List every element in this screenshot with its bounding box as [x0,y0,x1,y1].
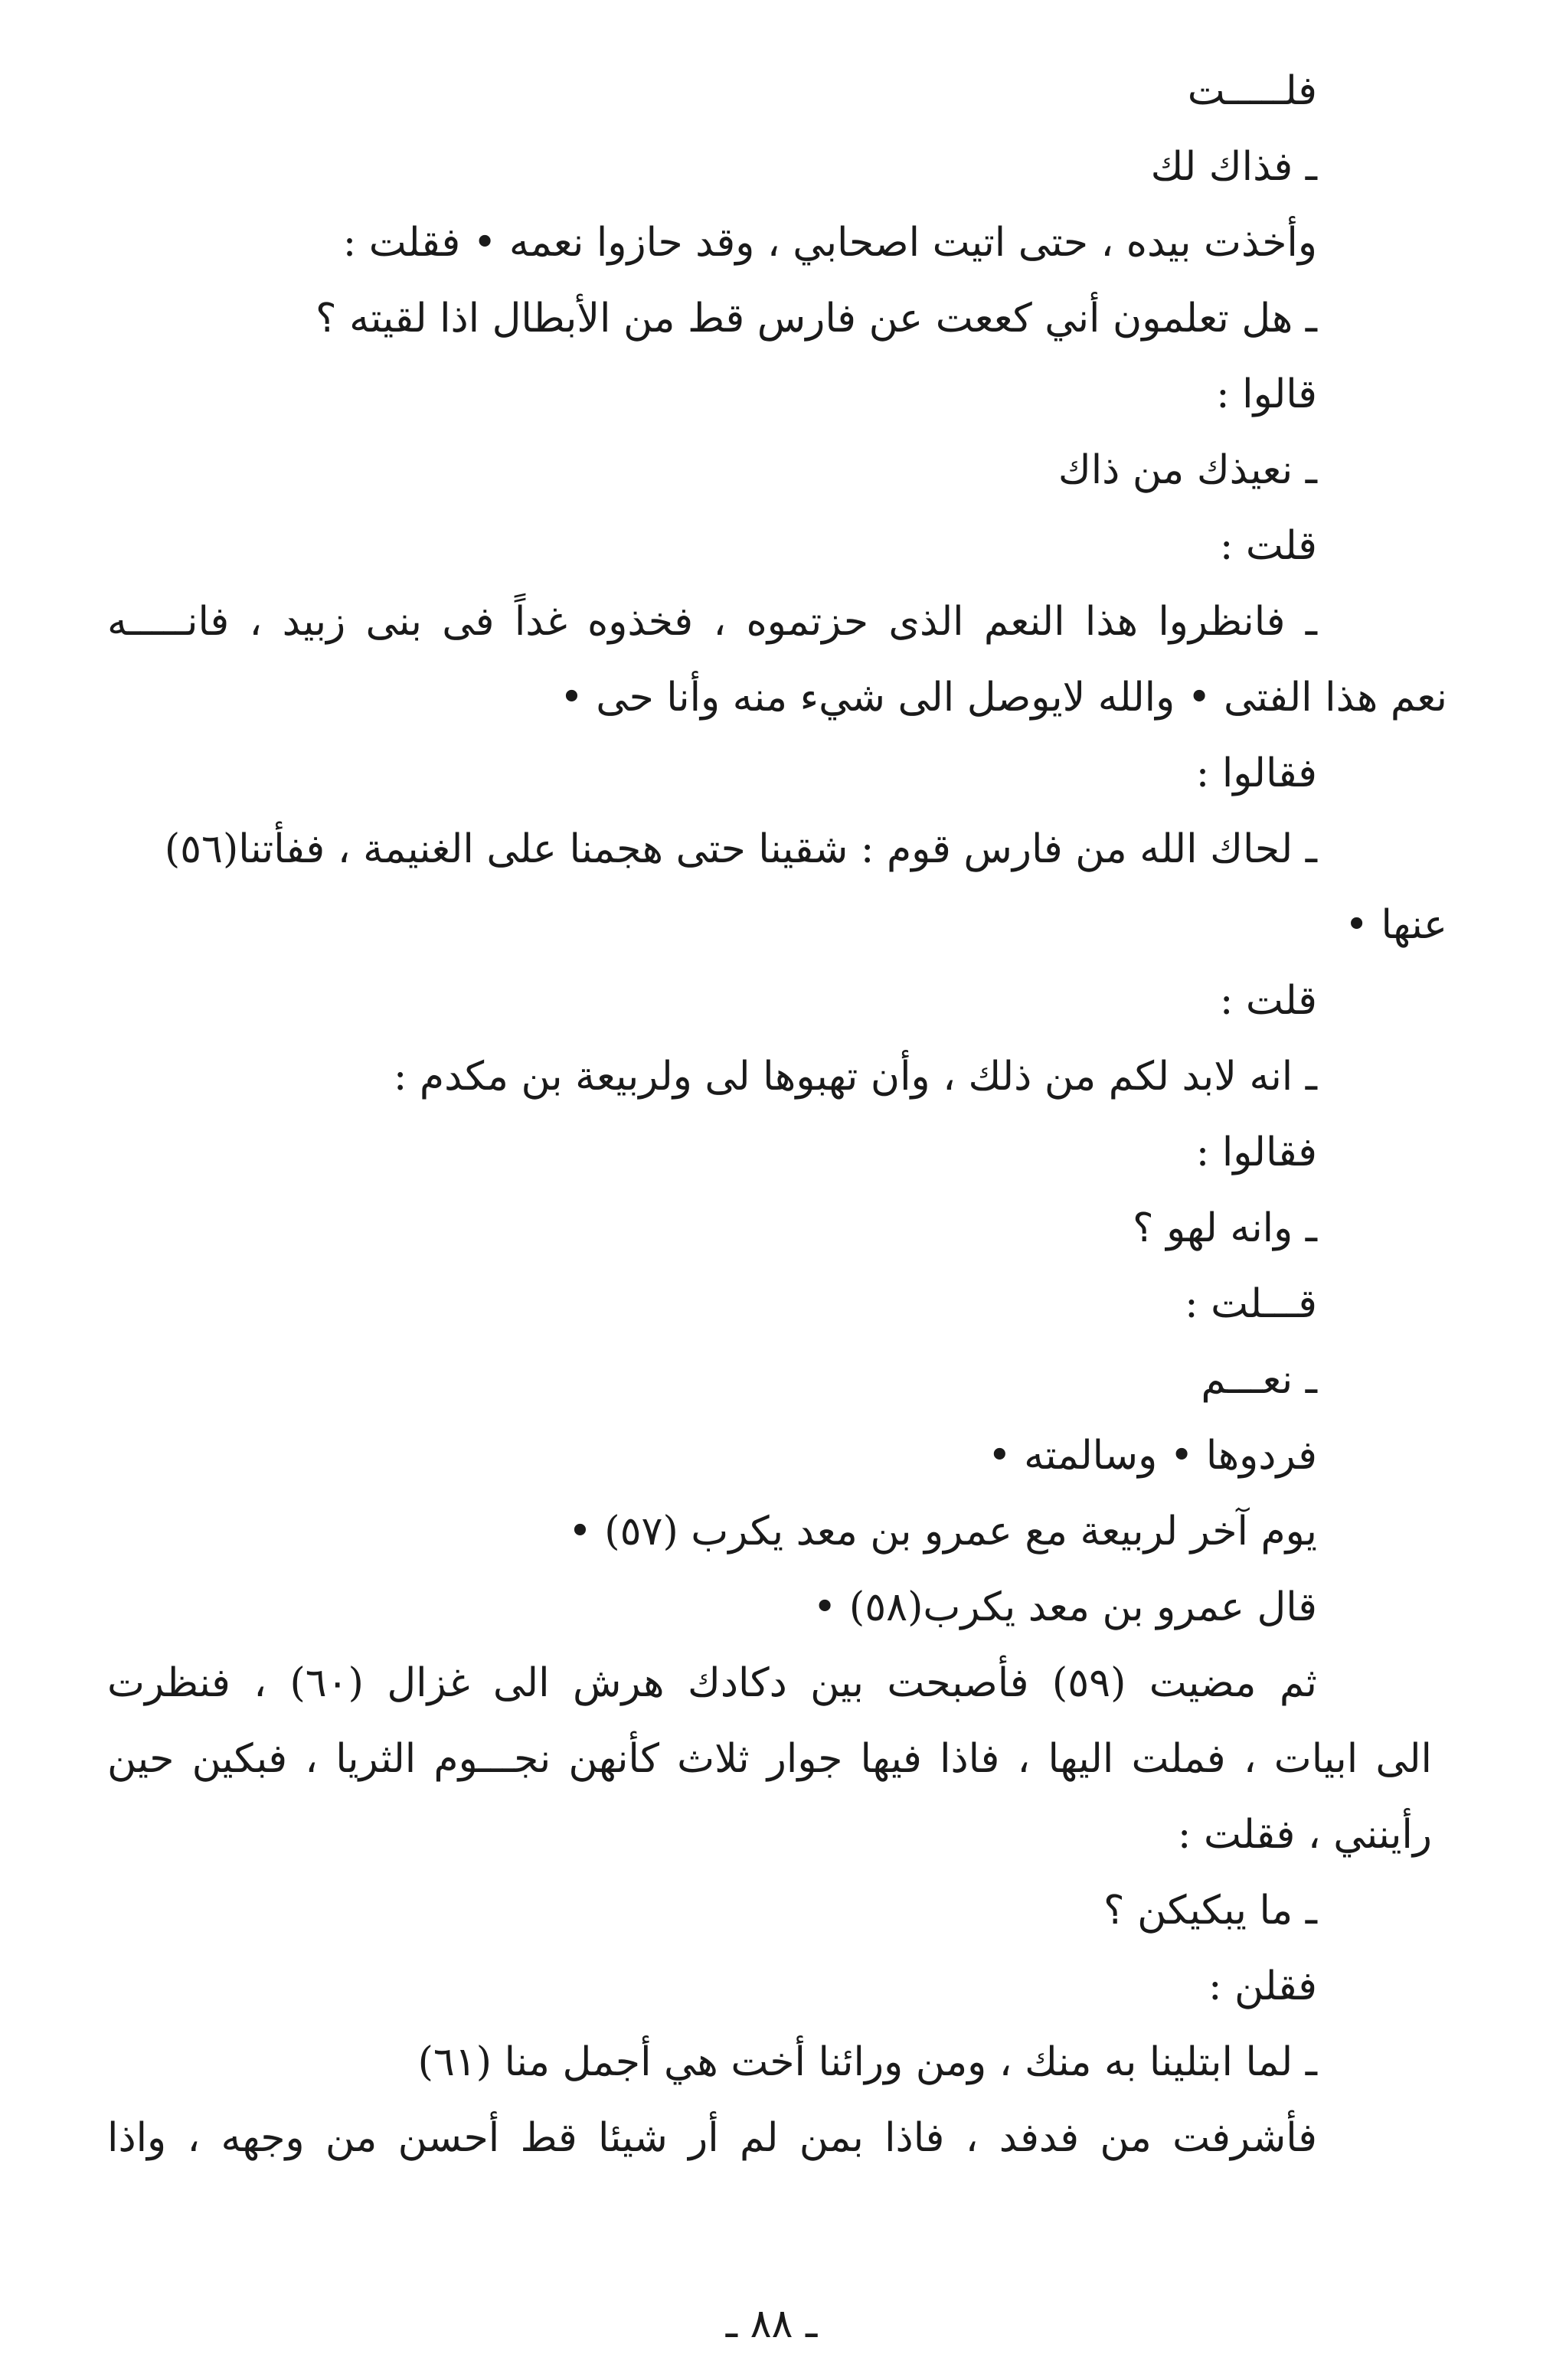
text-line: ـ وانه لهو ؟ [1132,1205,1317,1251]
text-line: قلت : [1219,978,1317,1024]
text-line: ثم مضيت (٥٩) فأصبحت بين دكادك هرش الى غزال (٦٠) ، فنظرت [107,1660,1318,1706]
text-line: ـ فانظروا هذا النعم الذى حزتموه ، فخذوه غداً فى بنى زبيد ، فانـــــه [107,599,1317,645]
text-line: رأينني ، فقلت : [1177,1812,1432,1858]
text-line: قال عمرو بن معد يكرب(٥٨) • [812,1584,1317,1630]
page-body-text [107,54,1447,2176]
text-line: فلـــــت [1187,68,1317,114]
text-line: ـ لما ابتلينا به منك ، ومن ورائنا أخت هي أجمل منا (٦١) [417,2039,1317,2085]
text-line: ـ فذاك لك [1150,144,1317,190]
text-line: نعم هذا الفتى • والله لايوصل الى شيء منه وأنا حى • [560,675,1447,721]
text-line: ـ لحاك الله من فارس قوم : شقينا حتى هجمنا على الغنيمة ، ففأتنا(٥٦) [164,826,1317,872]
text-line: الى ابيات ، فملت اليها ، فاذا فيها جوار ثلاث كأنهن نجـــوم الثريا ، فبكين حين [107,1736,1432,1782]
text-line: قالوا : [1216,371,1317,417]
text-line: ـ هل تعلمون أني كععت عن فارس قط من الأبطال اذا لقيته ؟ [315,296,1317,342]
page-number: ـ ٨٨ ـ [725,2301,818,2347]
text-line: ـ ما يبكيكن ؟ [1103,1888,1317,1934]
text-line: قلت : [1219,523,1317,569]
text-line: فأشرفت من فدفد ، فاذا بمن لم أر شيئا قط أحسن من وجهه ، واذا [107,2115,1317,2161]
text-line: عنها • [1345,902,1447,948]
text-line: فقلن : [1208,1963,1317,2009]
text-line: ـ نعيذك من ذاك [1058,447,1317,493]
text-line: ـ نعـــم [1201,1357,1317,1403]
text-line: ـ انه لابد لكم من ذلك ، وأن تهبوها لى ولربيعة بن مكدم : [393,1054,1317,1100]
text-line: يوم آخر لربيعة مع عمرو بن معد يكرب (٥٧) • [568,1509,1317,1555]
text-line: وأخذت بيده ، حتى اتيت اصحابي ، وقد حازوا نعمه • فقلت : [342,220,1317,266]
text-line: قـــلت : [1185,1281,1317,1327]
text-line: فقالوا : [1195,750,1317,796]
text-line: فردوها • وسالمته • [987,1433,1317,1479]
text-line: فقالوا : [1195,1130,1317,1175]
